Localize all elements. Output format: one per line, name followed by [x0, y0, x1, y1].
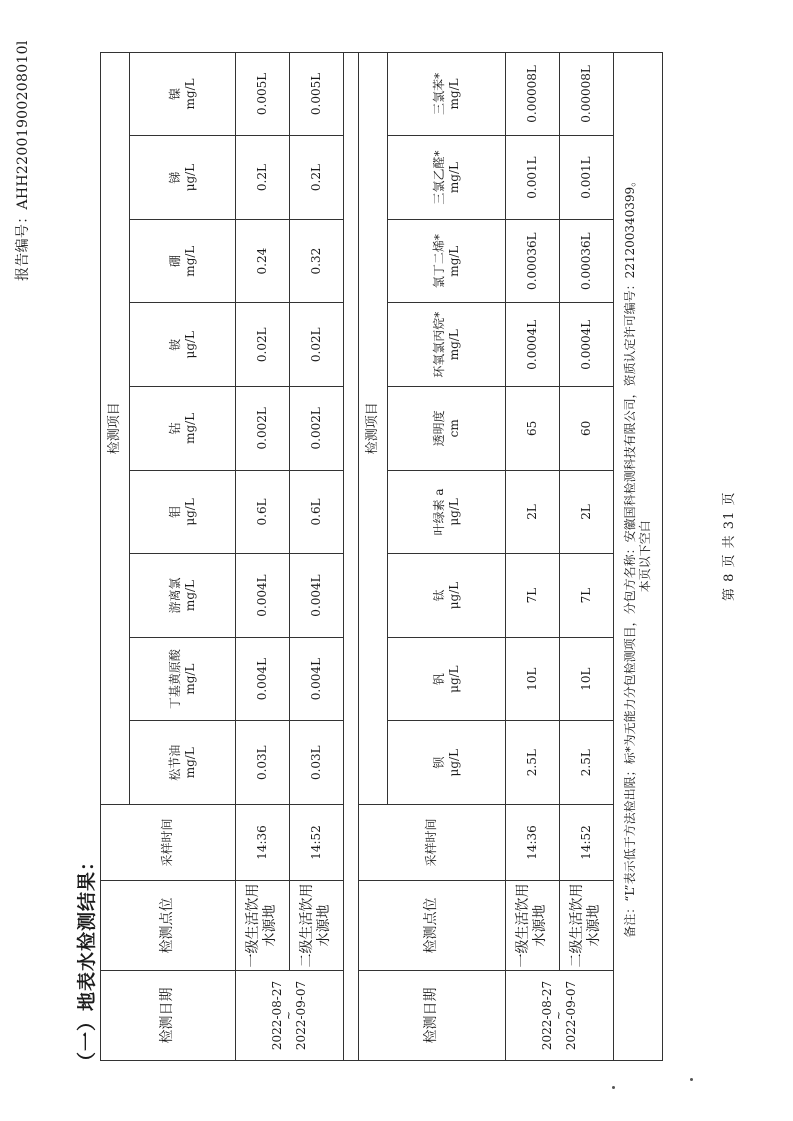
scan-speck — [612, 1086, 615, 1089]
param-header: 松节油 mg/L — [130, 721, 236, 805]
time-cell: 14:36 — [235, 805, 289, 881]
value-cell: 0.004L — [289, 554, 343, 638]
note-line-1: 备注：“L”表示低于方法检出限；标*为无能力分包检测项目，分包方名称：安徽国科检测科技有限公司，资质认定许可编号：221200340399。 — [622, 174, 637, 938]
value-cell: 0.004L — [235, 637, 289, 721]
sample-time-header: 采样时间 — [101, 805, 236, 881]
group2-title-row — [359, 52, 388, 1060]
value-cell: 10L — [505, 637, 559, 721]
value-cell: 2.5L — [505, 721, 559, 805]
value-cell: 0.00008L — [505, 52, 559, 136]
value-cell: 0.005L — [289, 52, 343, 136]
value-cell: 60 — [559, 387, 613, 471]
detect-date-header: 检测日期 — [359, 971, 506, 1061]
site-cell: 一级生活饮用水源地 — [505, 881, 559, 971]
value-cell: 0.00036L — [559, 219, 613, 303]
page-number: 第 8 页 共 31 页 — [722, 491, 737, 601]
table-row — [235, 52, 289, 1060]
value-cell: 7L — [505, 554, 559, 638]
site-cell: 二级生活饮用水源地 — [559, 881, 613, 971]
time-cell: 14:52 — [559, 805, 613, 881]
date-range: 2022-08-27 ~ 2022-09-07 — [505, 971, 613, 1061]
value-cell: 0.001L — [559, 136, 613, 220]
time-cell: 14:36 — [505, 805, 559, 881]
value-cell: 0.002L — [235, 387, 289, 471]
param-header: 硼 mg/L — [130, 219, 236, 303]
site-cell: 二级生活饮用水源地 — [289, 881, 343, 971]
param-header: 镍 mg/L — [130, 52, 236, 136]
detect-items-header: 检测项目 — [101, 52, 130, 804]
notes-cell — [613, 52, 662, 1060]
notes-row — [613, 52, 662, 1060]
value-cell: 65 — [505, 387, 559, 471]
param-header: 丁基黄原酸 mg/L — [130, 637, 236, 721]
detect-date-header: 检测日期 — [101, 971, 236, 1061]
value-cell: 10L — [559, 637, 613, 721]
separator-row — [343, 52, 358, 1060]
param-header: 钒 μg/L — [388, 637, 505, 721]
value-cell: 0.005L — [235, 52, 289, 136]
param-header: 三氯苯* mg/L — [388, 52, 505, 136]
param-header: 钴 mg/L — [130, 387, 236, 471]
value-cell: 0.02L — [235, 303, 289, 387]
section-title: （一）地表水检测结果： — [76, 850, 98, 1071]
value-cell: 0.00008L — [559, 52, 613, 136]
param-header: 游离氯 mg/L — [130, 554, 236, 638]
value-cell: 0.03L — [289, 721, 343, 805]
value-cell: 0.2L — [235, 136, 289, 220]
detect-site-header: 检测点位 — [359, 881, 506, 971]
value-cell: 0.00036L — [505, 219, 559, 303]
table-row — [289, 52, 343, 1060]
value-cell: 0.002L — [289, 387, 343, 471]
value-cell: 0.2L — [289, 136, 343, 220]
value-cell: 7L — [559, 554, 613, 638]
value-cell: 0.001L — [505, 136, 559, 220]
table-row — [505, 52, 559, 1060]
table-separator — [343, 52, 358, 1060]
group1-title-row — [101, 52, 130, 1060]
value-cell: 0.03L — [235, 721, 289, 805]
param-header: 钼 μg/L — [130, 470, 236, 554]
param-header: 三氯乙醛* mg/L — [388, 136, 505, 220]
value-cell: 2L — [505, 470, 559, 554]
param-header: 环氧氯丙烷* mg/L — [388, 303, 505, 387]
time-cell: 14:52 — [289, 805, 343, 881]
value-cell: 0.24 — [235, 219, 289, 303]
detect-items-header: 检测项目 — [359, 52, 388, 804]
scan-speck — [690, 1078, 693, 1081]
detect-site-header: 检测点位 — [101, 881, 236, 971]
param-header: 铍 μg/L — [130, 303, 236, 387]
value-cell: 0.004L — [235, 554, 289, 638]
value-cell: 0.0004L — [505, 303, 559, 387]
site-cell: 一级生活饮用水源地 — [235, 881, 289, 971]
value-cell: 2.5L — [559, 721, 613, 805]
value-cell: 0.0004L — [559, 303, 613, 387]
value-cell: 0.6L — [235, 470, 289, 554]
param-header: 透明度 cm — [388, 387, 505, 471]
value-cell: 2L — [559, 470, 613, 554]
param-header: 氯丁二烯* mg/L — [388, 219, 505, 303]
report-number: 报告编号：AHH22001900208010l — [15, 40, 31, 281]
value-cell: 0.004L — [289, 637, 343, 721]
param-header: 钛 μg/L — [388, 554, 505, 638]
value-cell: 0.02L — [289, 303, 343, 387]
value-cell: 0.6L — [289, 470, 343, 554]
table-row — [559, 52, 613, 1060]
results-table — [100, 52, 663, 1061]
param-header: 叶绿素 a μg/L — [388, 470, 505, 554]
sample-time-header: 采样时间 — [359, 805, 506, 881]
param-header: 钡 μg/L — [388, 721, 505, 805]
date-range: 2022-08-27 ~ 2022-09-07 — [235, 971, 343, 1061]
note-line-2: 本页以下空白 — [637, 520, 652, 593]
param-header: 锑 μg/L — [130, 136, 236, 220]
value-cell: 0.32 — [289, 219, 343, 303]
